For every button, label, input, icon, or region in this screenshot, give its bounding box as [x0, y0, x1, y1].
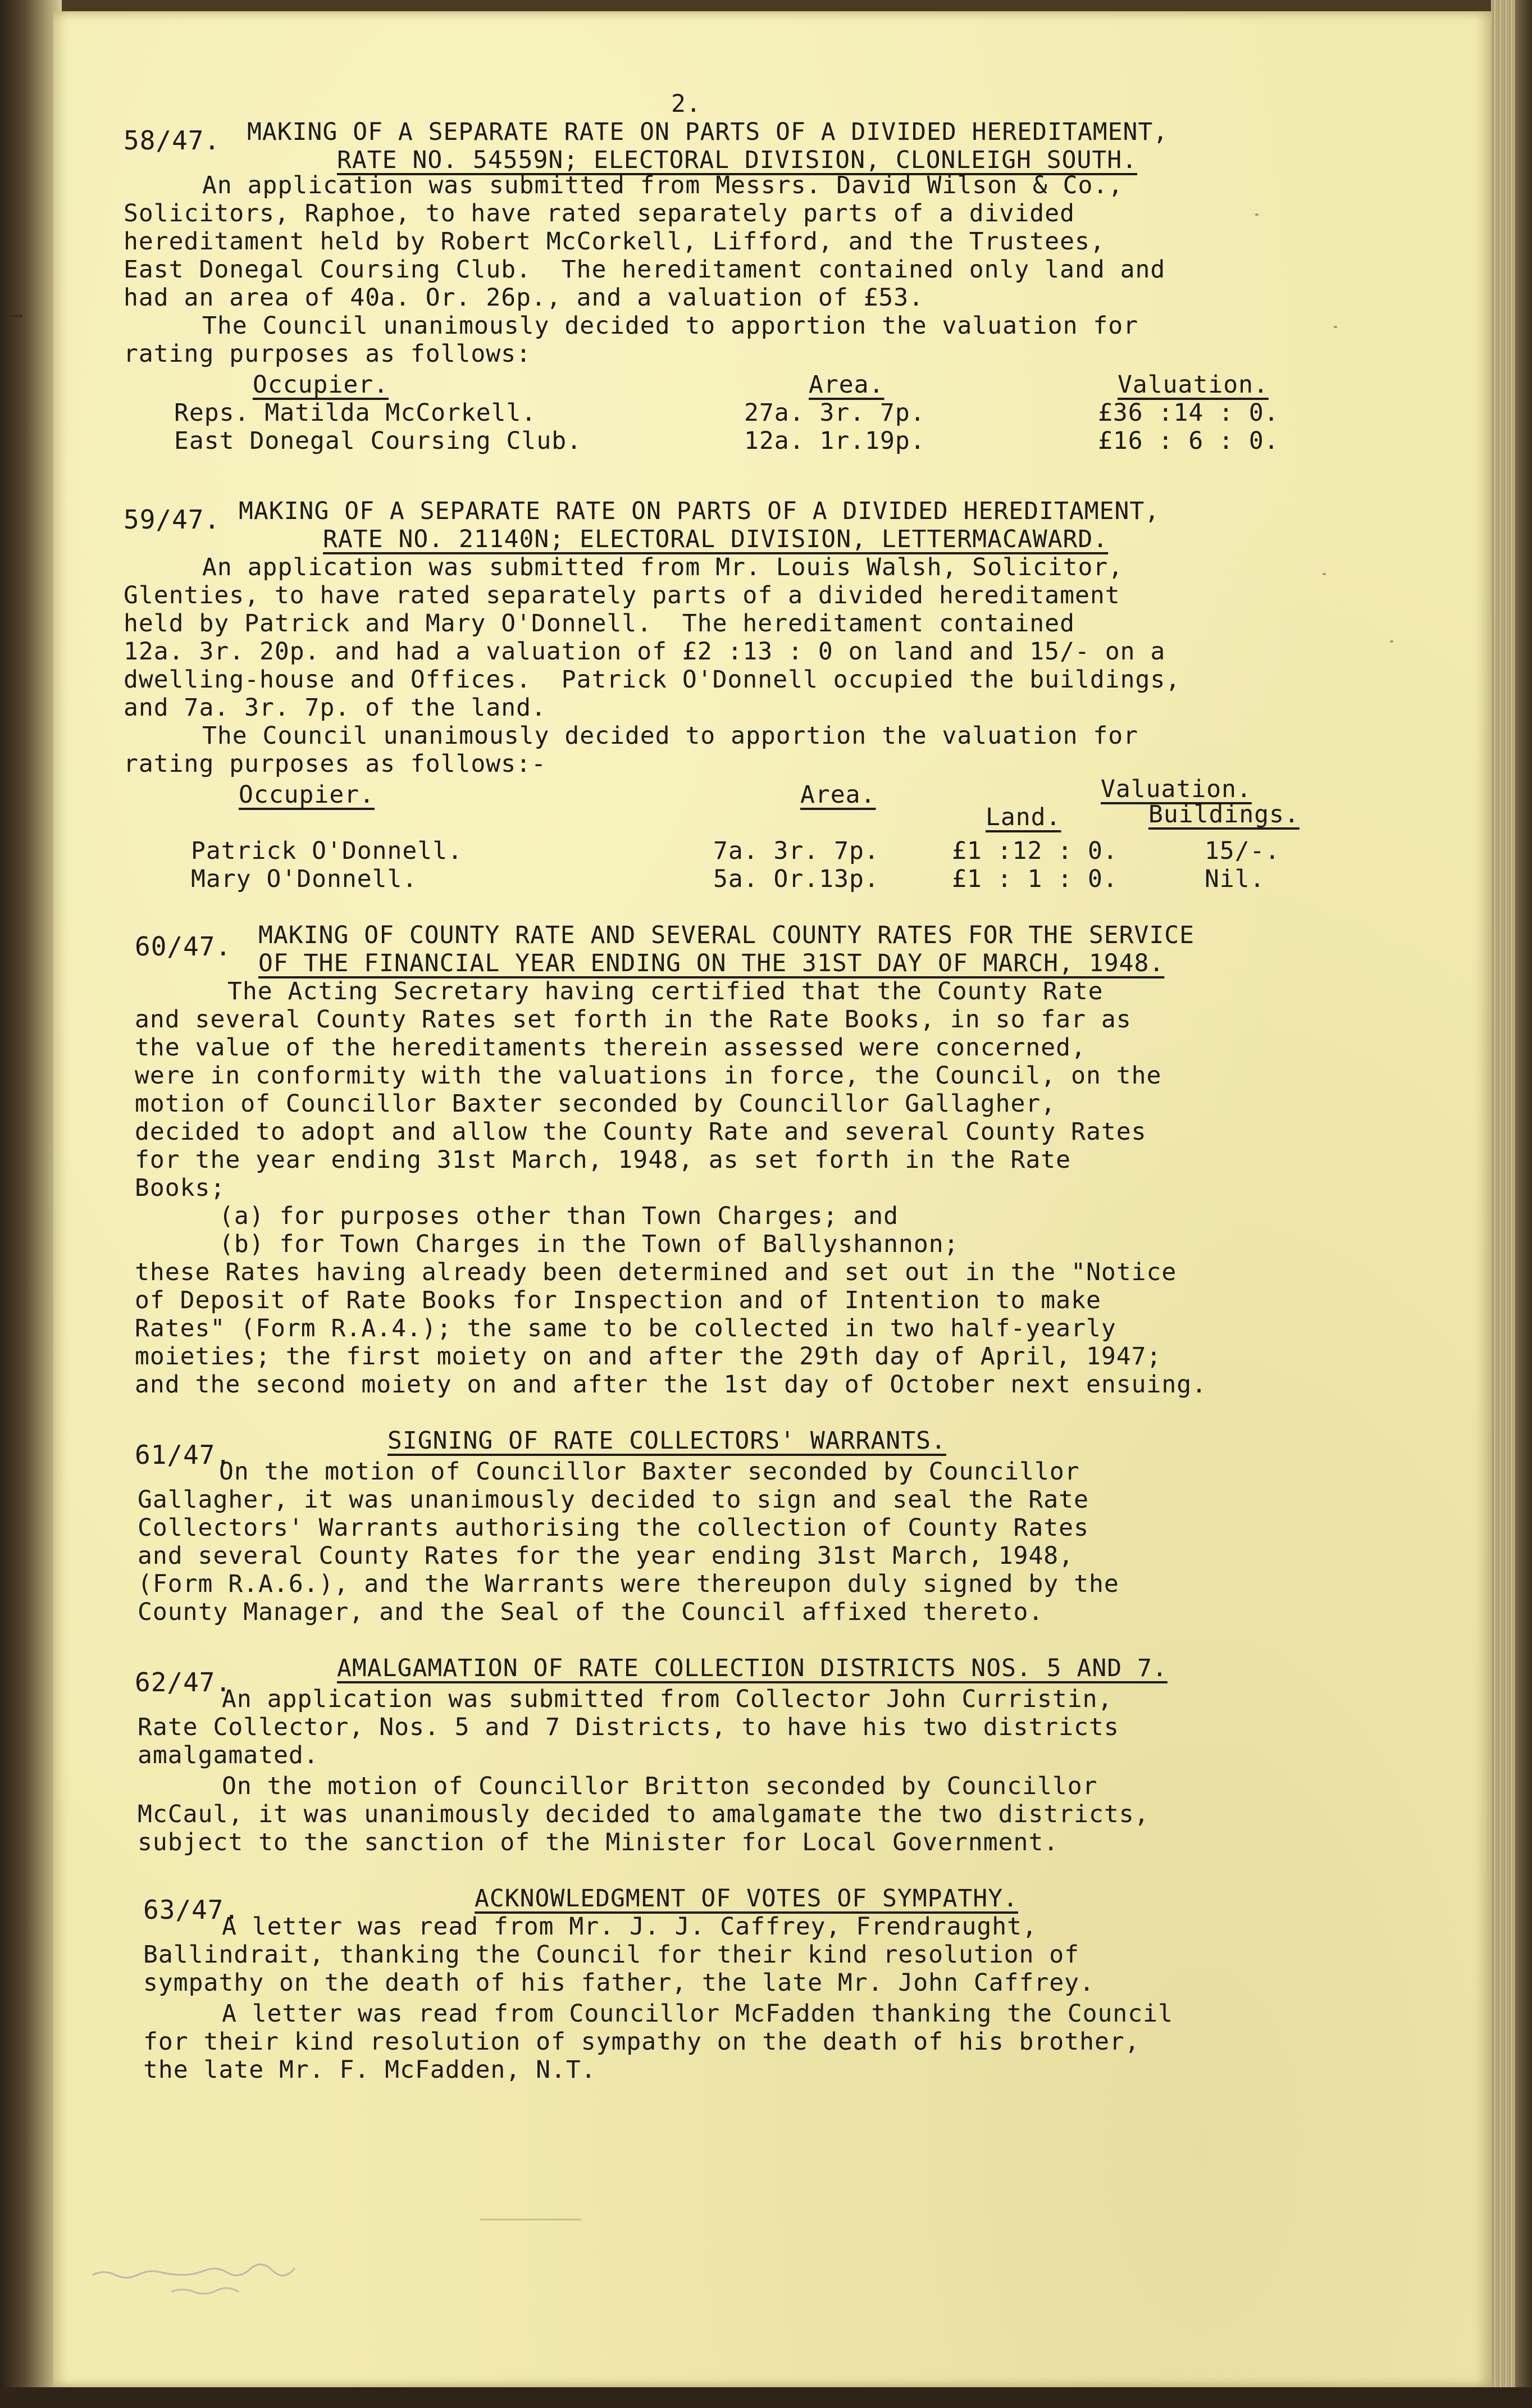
item-ref: 62/47. — [135, 1667, 232, 1697]
body-line: the late Mr. F. McFadden, N.T. — [143, 2056, 596, 2084]
body-line: rating purposes as follows:- — [124, 750, 546, 778]
item-heading: MAKING OF A SEPARATE RATE ON PARTS OF A DIVIDED HEREDITAMENT, — [239, 497, 1160, 525]
body-line: the value of the hereditaments therein assessed were concerned, — [135, 1034, 1086, 1062]
body-line: Solicitors, Raphoe, to have rated separately parts of a divided — [124, 199, 1075, 227]
body-line: A letter was read from Councillor McFadden thanking the Council — [222, 2000, 1173, 2028]
body-line: (Form R.A.6.), and the Warrants were thereupon duly signed by the — [138, 1570, 1119, 1598]
table-cell-land: £1 : 1 : 0. — [952, 865, 1118, 893]
table-cell-area: 27a. 3r. 7p. — [744, 399, 925, 427]
body-line: dwelling-house and Offices. Patrick O'Donnell occupied the buildings, — [124, 666, 1181, 694]
paper-speck — [1323, 573, 1326, 575]
book-binding-right — [1491, 0, 1532, 2408]
body-line: and several County Rates set forth in the Rate Books, in so far as — [135, 1005, 1132, 1034]
table-header-buildings: Buildings. — [1148, 800, 1300, 829]
body-line: rating purposes as follows: — [124, 340, 531, 368]
body-line: Gallagher, it was unanimously decided to sign and seal the Rate — [138, 1486, 1089, 1514]
document-page — [53, 11, 1491, 2387]
table-cell-buildings: 15/-. — [1205, 837, 1280, 865]
body-line: Ballindrait, thanking the Council for their kind resolution of — [143, 1941, 1080, 1969]
item-heading-underlined: RATE NO. 21140N; ELECTORAL DIVISION, LETTERMACAWARD. — [323, 525, 1109, 553]
table-cell-land: £1 :12 : 0. — [952, 837, 1118, 865]
body-line: subject to the sanction of the Minister for Local Government. — [138, 1828, 1059, 1856]
body-line: On the motion of Councillor Baxter seconded by Councillor — [219, 1458, 1080, 1486]
item-ref: 59/47. — [124, 504, 221, 535]
body-line: decided to adopt and allow the County Rate and several County Rates — [135, 1118, 1147, 1146]
item-heading-underlined: AMALGAMATION OF RATE COLLECTION DISTRICTS NOS. 5 AND 7. — [337, 1654, 1168, 1682]
binding-mark — [6, 315, 22, 317]
body-line: Rate Collector, Nos. 5 and 7 Districts, to have his two districts — [138, 1713, 1119, 1741]
table-cell-occupier: East Donegal Coursing Club. — [174, 427, 582, 455]
body-line: An application was submitted from Collector John Curristin, — [222, 1685, 1113, 1713]
body-line: An application was submitted from Messrs. David Wilson & Co., — [202, 171, 1124, 199]
table-cell-occupier: Reps. Matilda McCorkell. — [174, 399, 537, 427]
item-heading-underlined: RATE NO. 54559N; ELECTORAL DIVISION, CLONLEIGH SOUTH. — [337, 146, 1138, 174]
body-line: and several County Rates for the year ending 31st March, 1948, — [138, 1542, 1074, 1570]
item-heading-underlined: SIGNING OF RATE COLLECTORS' WARRANTS. — [387, 1427, 946, 1455]
body-line: these Rates having already been determined and set out in the "Notice — [135, 1258, 1177, 1286]
body-line: had an area of 40a. Or. 26p., and a valuation of £53. — [124, 284, 924, 312]
body-line: McCaul, it was unanimously decided to amalgamate the two districts, — [138, 1800, 1150, 1828]
body-line: hereditament held by Robert McCorkell, Lifford, and the Trustees, — [124, 227, 1105, 256]
table-header-valuation: Valuation. — [1118, 371, 1269, 399]
table-cell-valuation: £36 :14 : 0. — [1098, 399, 1279, 427]
table-cell-area: 7a. 3r. 7p. — [713, 837, 879, 865]
body-line: moieties; the first moiety on and after the 29th day of April, 1947; — [135, 1342, 1162, 1371]
table-header-valuation: Valuation. — [1101, 775, 1252, 803]
table-header-land: Land. — [986, 803, 1061, 831]
body-line: 12a. 3r. 20p. and had a valuation of £2 :13 : 0 on land and 15/- on a — [124, 638, 1166, 666]
item-ref: 60/47. — [135, 931, 232, 962]
body-line: An application was submitted from Mr. Louis Walsh, Solicitor, — [202, 553, 1124, 581]
table-cell-area: 12a. 1r.19p. — [744, 427, 925, 455]
paper-speck — [1334, 326, 1337, 328]
table-header-area: Area. — [809, 371, 884, 399]
body-line: of Deposit of Rate Books for Inspection and of Intention to make — [135, 1286, 1101, 1314]
item-ref: 61/47. — [135, 1440, 232, 1470]
item-heading: MAKING OF A SEPARATE RATE ON PARTS OF A DIVIDED HEREDITAMENT, — [247, 118, 1169, 146]
pencil-scribble — [87, 2252, 424, 2303]
list-item: (a) for purposes other than Town Charges; and — [219, 1202, 899, 1230]
body-line: motion of Councillor Baxter seconded by Councillor Gallagher, — [135, 1090, 1056, 1118]
body-line: The Council unanimously decided to apportion the valuation for — [202, 312, 1139, 340]
body-line: The Council unanimously decided to apportion the valuation for — [202, 722, 1139, 750]
body-line: On the motion of Councillor Britton seconded by Councillor — [222, 1772, 1098, 1800]
body-line: A letter was read from Mr. J. J. Caffrey, Frendraught, — [222, 1913, 1037, 1941]
item-heading: MAKING OF COUNTY RATE AND SEVERAL COUNTY RATES FOR THE SERVICE — [258, 921, 1195, 949]
table-cell-occupier: Patrick O'Donnell. — [191, 837, 463, 865]
table-header-occupier: Occupier. — [239, 781, 375, 809]
body-line: East Donegal Coursing Club. The hereditament contained only land and — [124, 256, 1166, 284]
body-line: Glenties, to have rated separately parts of a divided hereditament — [124, 581, 1120, 609]
body-line: Rates" (Form R.A.4.); the same to be collected in two half-yearly — [135, 1314, 1116, 1342]
table-header-occupier: Occupier. — [253, 371, 389, 399]
paper-speck — [1255, 213, 1259, 216]
body-line: The Acting Secretary having certified that the County Rate — [227, 977, 1104, 1005]
list-item: (b) for Town Charges in the Town of Ballyshannon; — [219, 1230, 959, 1258]
table-cell-occupier: Mary O'Donnell. — [191, 865, 418, 893]
table-cell-area: 5a. Or.13p. — [713, 865, 879, 893]
body-line: amalgamated. — [138, 1741, 319, 1769]
item-ref: 63/47. — [143, 1895, 240, 1925]
body-line: Collectors' Warrants authorising the collection of County Rates — [138, 1514, 1089, 1542]
table-cell-buildings: Nil. — [1205, 865, 1265, 893]
body-line: Books; — [135, 1174, 226, 1202]
body-line: and 7a. 3r. 7p. of the land. — [124, 694, 546, 722]
body-line: for their kind resolution of sympathy on the death of his brother, — [143, 2028, 1140, 2056]
page-bottom-shadow — [0, 2387, 1532, 2408]
body-line: County Manager, and the Seal of the Council affixed thereto. — [138, 1598, 1044, 1626]
item-heading-underlined: OF THE FINANCIAL YEAR ENDING ON THE 31ST DAY OF MARCH, 1948. — [258, 949, 1165, 977]
body-line: held by Patrick and Mary O'Donnell. The hereditament contained — [124, 609, 1075, 638]
page-number: 2. — [671, 90, 701, 118]
table-header-area: Area. — [800, 781, 876, 809]
item-heading-underlined: ACKNOWLEDGMENT OF VOTES OF SYMPATHY. — [475, 1884, 1018, 1913]
book-binding-left — [0, 0, 62, 2408]
table-cell-valuation: £16 : 6 : 0. — [1098, 427, 1279, 455]
body-line: sympathy on the death of his father, the late Mr. John Caffrey. — [143, 1969, 1095, 1997]
body-line: for the year ending 31st March, 1948, as set forth in the Rate — [135, 1146, 1072, 1174]
paper-speck — [1390, 640, 1393, 643]
body-line: and the second moiety on and after the 1st day of October next ensuing. — [135, 1371, 1207, 1399]
paper-speck — [480, 2219, 581, 2220]
item-ref: 58/47. — [124, 125, 221, 156]
body-line: were in conformity with the valuations in force, the Council, on the — [135, 1062, 1162, 1090]
